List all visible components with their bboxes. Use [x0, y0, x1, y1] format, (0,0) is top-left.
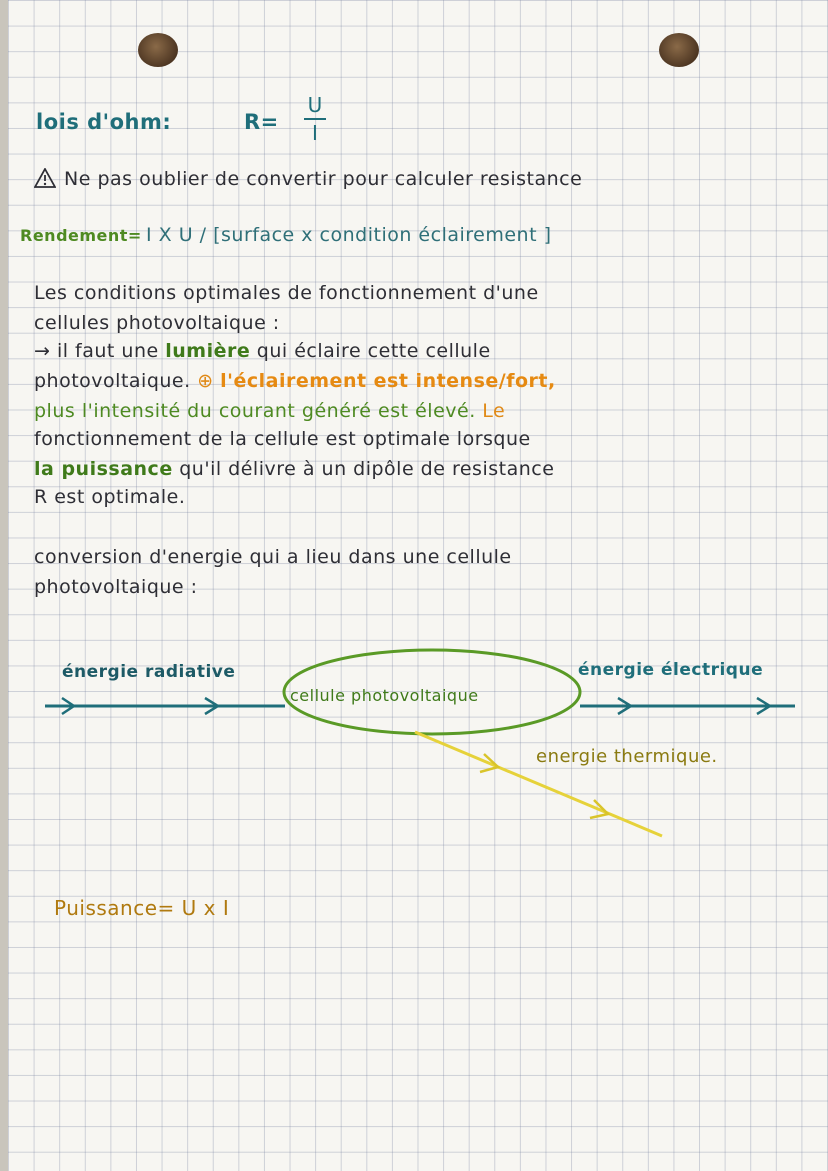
conditions-line-3-suffix: qui éclaire cette cellule	[256, 340, 491, 362]
rendement-formula: I X U / [surface x condition éclairement ]	[146, 224, 552, 246]
conversion-line-2: photovoltaique :	[34, 576, 198, 598]
output-label: énergie électrique	[578, 660, 764, 680]
keyword-puissance: la puissance	[34, 458, 173, 480]
loss-label: energie thermique.	[536, 746, 718, 767]
intensite-sentence: plus l'intensité du courant généré est élevé.	[34, 400, 476, 422]
ohm-formula-lhs: R=	[244, 110, 279, 134]
conditions-line-2: cellules photovoltaique :	[34, 312, 280, 334]
input-label: énergie radiative	[62, 662, 236, 682]
ohm-law-title: lois d'ohm:	[36, 110, 172, 134]
ohm-denominator: I	[312, 121, 318, 145]
conversion-line-1: conversion d'energie qui a lieu dans une cellule	[34, 546, 512, 568]
rendement-label: Rendement=	[20, 226, 142, 245]
puissance-formula: Puissance= U x I	[54, 896, 230, 920]
conditions-line-7-suffix: qu'il délivre à un dipôle de resistance	[179, 458, 555, 480]
conditions-line-8: R est optimale.	[34, 486, 186, 508]
conditions-line-1: Les conditions optimales de fonctionnement d'une	[34, 282, 539, 304]
eclairement-highlight: l'éclairement est intense/fort,	[220, 370, 556, 392]
conditions-line-3-prefix: → il faut une	[34, 340, 159, 362]
conditions-line-6: fonctionnement de la cellule est optimale lorsque	[34, 428, 531, 450]
warning-text: Ne pas oublier de convertir pour calculer resistance	[64, 168, 583, 190]
ohm-numerator: U	[307, 93, 323, 117]
plus-icon: ⊕	[197, 370, 214, 392]
conditions-line-5-le: Le	[482, 400, 506, 422]
conditions-line-4-prefix: photovoltaique.	[34, 370, 191, 392]
keyword-lumiere: lumière	[165, 340, 251, 362]
cell-label: cellule photovoltaique	[290, 686, 479, 705]
